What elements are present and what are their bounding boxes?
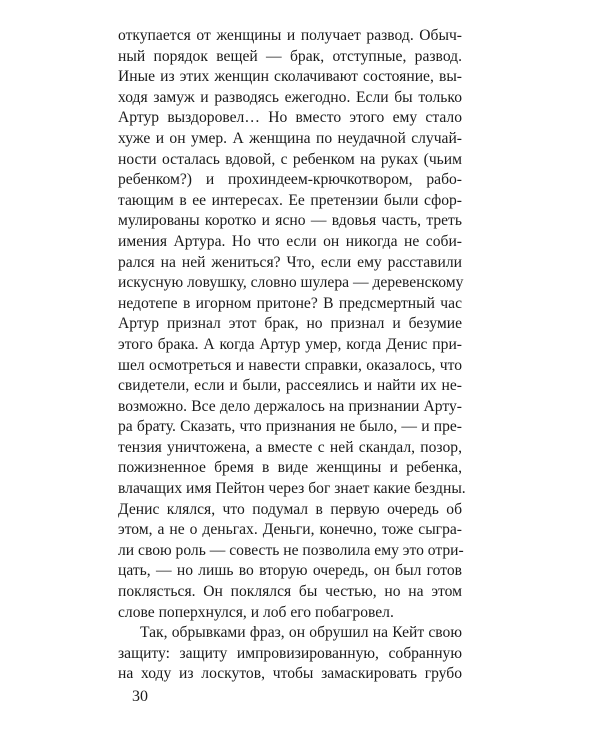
text-line: защиту: защиту импровизированную, собранную [118,644,462,662]
text-line: влачащих имя Пейтон через бог знает какие бездны. [118,480,466,498]
text-line: хуже и он умер. А женщина по неудачной случай- [118,129,462,147]
text-line: ли свою роль — совесть не позволила ему это отри- [118,541,464,559]
body-text [118,26,466,685]
text-line: искусную ловушку, словно шулера — деревенскому [118,274,464,292]
text-line: поклясться. Он поклялся бы честью, но на этом [118,583,462,601]
text-line: Так, обрывками фраз, он обрушил на Кейт свою [140,624,462,642]
text-line: рался на ней жениться? Что, если ему расставили [118,253,462,271]
text-line: ра брату. Сказать, что признания не было, — и пре- [118,418,462,436]
paragraph-2 [118,623,462,685]
text-line: имения Артура. Но что если он никогда не соби- [118,232,462,250]
text-line: откупается от женщины и получает развод. Обыч- [118,27,462,44]
text-line: ходя замуж и разводясь ежегодно. Если бы только [118,88,462,106]
text-line: на ходу из лоскутов, чтобы замаскировать грубо [118,665,462,683]
text-line: цать, — но лишь во вторую очередь, он был готов [118,562,462,580]
text-line: тензия уничтожена, а вместе с ней скандал, позор, [118,438,462,456]
text-line: возможно. Все дело держалось на признании Арту- [118,397,462,415]
text-line: свидетели, если и были, рассеялись и найти их не- [118,377,462,395]
text-line: этого брака. А когда Артур умер, когда Денис при- [118,335,462,353]
text-line: Иные из этих женщин сколачивают состояние, вы- [118,68,462,86]
text-line: Денис клялся, что подумал в первую очередь об [118,500,462,518]
text-line: Артур выздоровел… Но вместо этого ему стало [118,109,462,127]
text-line: Артур признал этот брак, но признал и безумие [118,315,462,333]
text-line: пожизненное бремя в виде женщины и ребенка, [118,459,462,477]
paragraph-1 [118,26,466,623]
text-line: ный порядок вещей — брак, отступные, развод. [118,47,462,65]
text-line: недотепе в игорном притоне? В предсмертный час [118,294,462,312]
text-line: этом, а не о деньгах. Деньги, конечно, тоже сыгра- [118,521,462,539]
text-line: ребенком?) и прохиндеем-крючкотвором, рабо- [118,171,462,189]
text-line: тающим в ее интересах. Ее претензии были сфор- [118,191,462,209]
text-line: слове поперхнулся, и лоб его побагровел. [118,603,394,621]
text-line: мулированы коротко и ясно — вдовья часть, треть [118,212,462,230]
page-number: 30 [132,688,148,705]
text-line: ности осталась вдовой, с ребенком на руках (чьим [118,150,462,168]
text-line: шел осмотреться и навести справки, оказалось, что [118,356,462,374]
